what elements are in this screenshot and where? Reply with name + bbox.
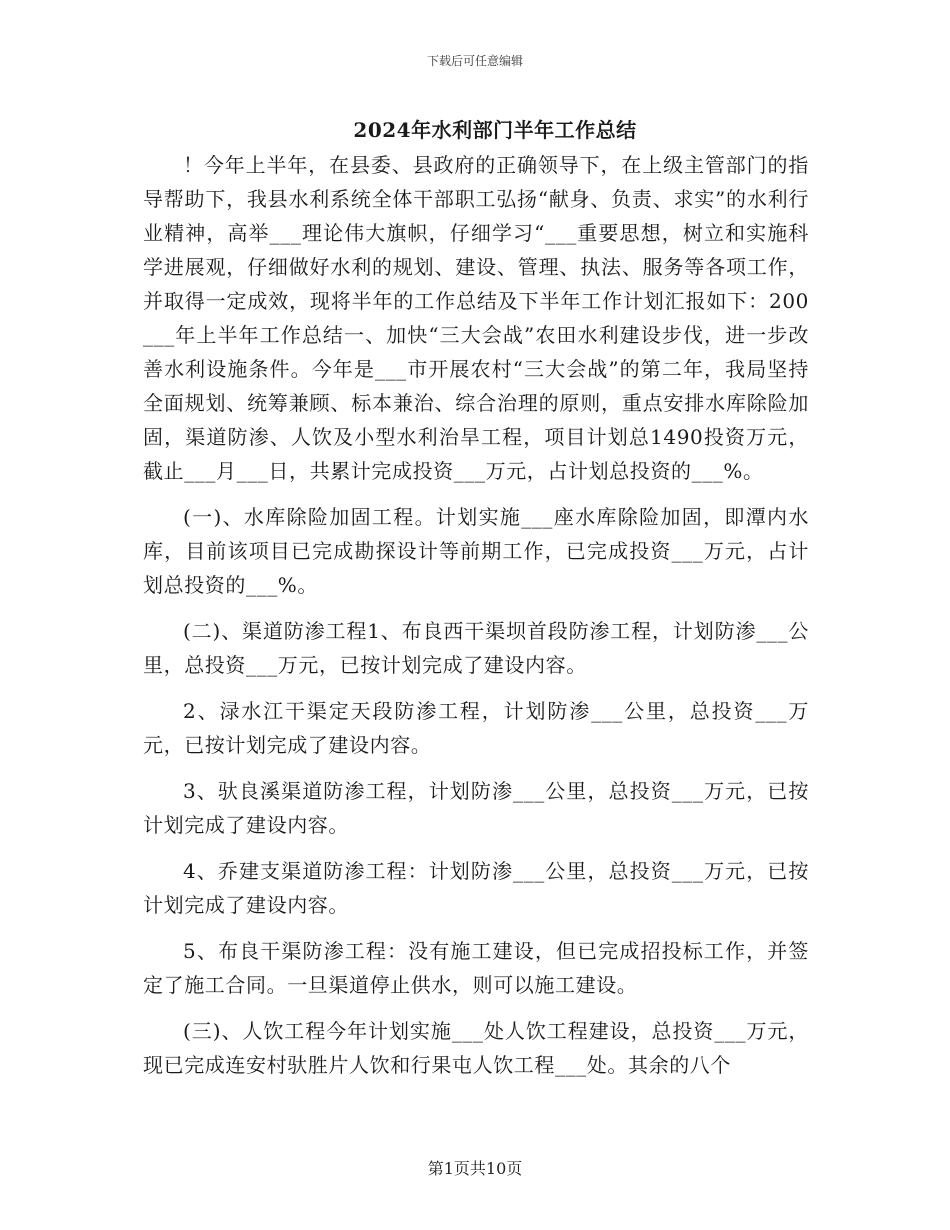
paragraph-reservoir: (一)、水库除险加固工程。计划实施___座水库除险加固，即潭内水库，目前该项目已完成勘探设计等前期工作，已完成投资___万元，占计划总投资的___%。	[143, 505, 809, 597]
paragraph-canal-2: 2、渌水江干渠定天段防渗工程，计划防渗___公里，总投资___万元，已按计划完成了建设内容。	[143, 699, 809, 757]
document-body	[143, 148, 809, 1082]
paragraph-canal-4: 4、乔建支渠道防渗工程：计划防渗___公里，总投资___万元，已按计划完成了建设内容。	[143, 859, 809, 917]
paragraph-drinking-water: (三)、人饮工程今年计划实施___处人饮工程建设，总投资___万元，现已完成连安村驮胜片人饮和行果屯人饮工程___处。其余的八个	[143, 1019, 809, 1077]
page-footer: 第1页共10页	[427, 1159, 523, 1178]
header-note: 下载后可任意编辑	[426, 54, 523, 68]
paragraph-canal-5: 5、布良干渠防渗工程：没有施工建设，但已完成招投标工作，并签定了施工合同。一旦渠道停止供水，则可以施工建设。	[143, 939, 809, 997]
paragraph-canal-3: 3、驮良溪渠道防渗工程，计划防渗___公里，总投资___万元，已按计划完成了建设内容。	[143, 779, 809, 837]
paragraph-canal-1: (二)、渠道防渗工程1、布良西干渠坝首段防渗工程，计划防渗___公里，总投资___万元，已按计划完成了建设内容。	[143, 619, 809, 677]
document-title: 2024年水利部门半年工作总结	[353, 118, 637, 142]
paragraph-intro: ！今年上半年，在县委、县政府的正确领导下，在上级主管部门的指导帮助下，我县水利系统全体干部职工弘扬“献身、负责、求实”的水利行业精神，高举___理论伟大旗帜，仔细学习“___重要思想，树立和实施科学进展观，仔细做好水利的规划、建设、管理、执法、服务等各项工作，并取得一定成效，现将半年的工作总结及下半年工作计划汇报如下：200___年上半年工作总结一、加快“三大会战”农田水利建设步伐，进一步改善水利设施条件。今年是___市开展农村“三大会战”的第二年，我局坚持全面规划、统筹兼顾、标本兼治、综合治理的原则，重点安排水库除险加固，渠道防渗、人饮及小型水利治旱工程，项目计划总1490投资万元，截止___月___日，共累计完成投资___万元，占计划总投资的___%。	[143, 153, 809, 483]
